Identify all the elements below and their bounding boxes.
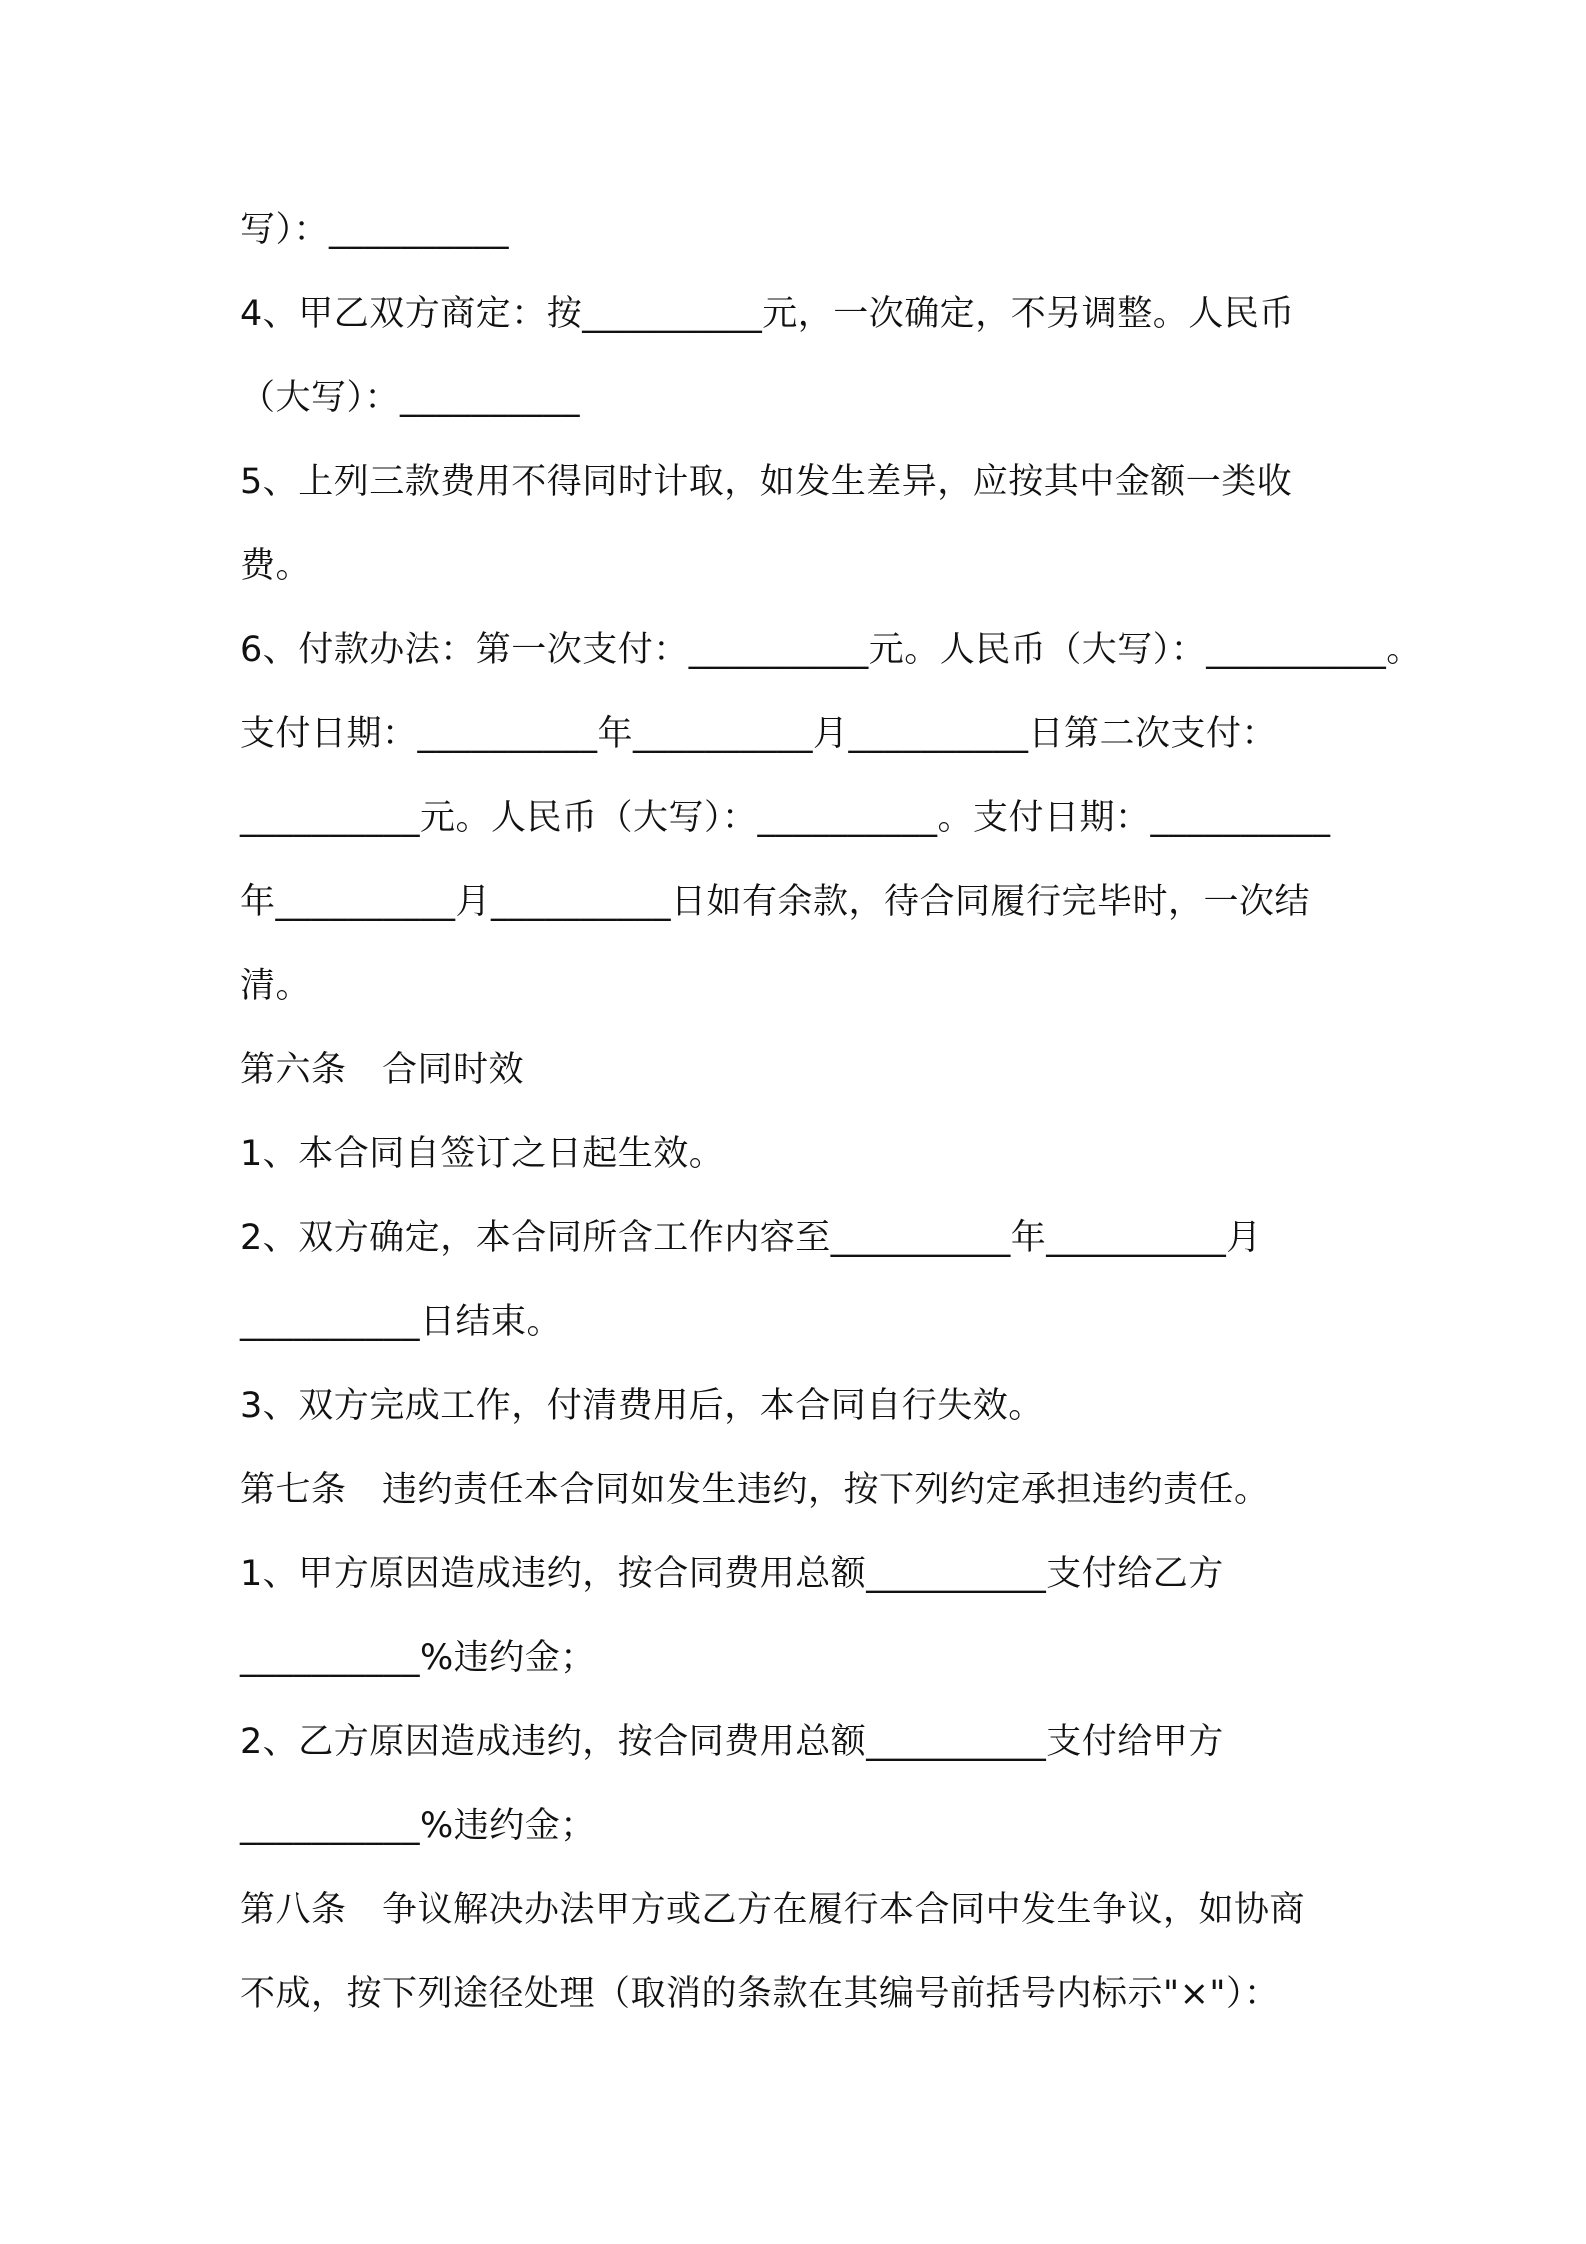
text-line: 1、本合同自签订之日起生效。: [240, 1134, 725, 1174]
text-line: 1、甲方原因造成违约，按合同费用总额__________支付给乙方: [240, 1554, 1224, 1594]
text-line: 年__________月__________日如有余款，待合同履行完毕时，一次结: [240, 882, 1311, 922]
text-line: 3、双方完成工作，付清费用后，本合同自行失效。: [240, 1386, 1044, 1426]
text-line: __________%违约金；: [240, 1806, 596, 1846]
text-line: 支付日期：__________年__________月__________日第二次支付：: [240, 714, 1278, 754]
text-line: __________元。人民币（大写）：__________。支付日期：__________: [240, 798, 1331, 838]
text-line: 不成，按下列途径处理（取消的条款在其编号前括号内标示"×"）：: [240, 1974, 1280, 2014]
text-line: __________%违约金；: [240, 1638, 596, 1678]
section-heading: 第六条 合同时效: [240, 1050, 525, 1090]
text-line: 6、付款办法：第一次支付：__________元。人民币（大写）：__________。: [240, 630, 1422, 670]
text-line: 4、甲乙双方商定：按__________元，一次确定，不另调整。人民币: [240, 294, 1295, 334]
text-line: 费。: [240, 546, 312, 586]
section-heading: 第八条 争议解决办法甲方或乙方在履行本合同中发生争议，如协商: [240, 1890, 1306, 1930]
text-line: 2、乙方原因造成违约，按合同费用总额__________支付给甲方: [240, 1722, 1224, 1762]
text-line: 2、双方确定，本合同所含工作内容至__________年__________月: [240, 1218, 1262, 1258]
section-heading: 第七条 违约责任本合同如发生违约，按下列约定承担违约责任。: [240, 1470, 1270, 1510]
text-line: 写）：__________: [240, 210, 510, 250]
text-line: 清。: [240, 966, 312, 1006]
text-line: 5、上列三款费用不得同时计取，如发生差异，应按其中金额一类收: [240, 462, 1293, 502]
text-line: __________日结束。: [240, 1302, 563, 1342]
text-line: （大写）：__________: [240, 378, 581, 418]
